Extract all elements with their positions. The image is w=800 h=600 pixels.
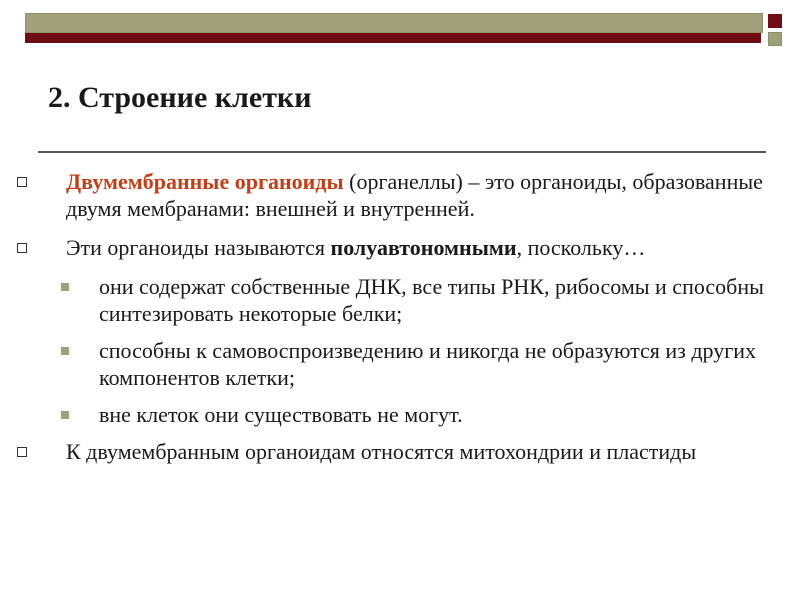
square-bullet-icon bbox=[17, 177, 27, 187]
slide-title: 2. Строение клетки bbox=[48, 81, 312, 114]
corner-square-maroon bbox=[768, 14, 782, 28]
bullet-text: (органеллы) – это органоиды, образованные двумя мембранами: внешней и внутренней. bbox=[66, 169, 763, 221]
bullet-text: , поскольку… bbox=[516, 235, 646, 260]
sub-bullet-text: способны к самовоспроизведению и никогда не образуются из других компонентов клетки; bbox=[99, 338, 757, 390]
bullet-item bbox=[0, 438, 800, 465]
square-bullet-icon bbox=[17, 243, 27, 253]
sub-bullet-text: они содержат собственные ДНК, все типы РНК, рибосомы и способны синтезировать некоторые белки; bbox=[99, 274, 764, 326]
bullet-item bbox=[0, 168, 800, 222]
bullet-item bbox=[0, 234, 800, 261]
sub-bullet-item bbox=[0, 337, 800, 391]
filled-square-bullet-icon bbox=[61, 411, 69, 419]
bullet-text: К двумембранным органоидам относятся митохондрии и пластиды bbox=[66, 439, 697, 464]
term-highlight: Двумембранные органоиды bbox=[66, 169, 344, 194]
header-bar-maroon bbox=[25, 33, 761, 43]
header-bar-olive bbox=[25, 13, 763, 33]
bullet-text: Эти органоиды называются bbox=[66, 235, 331, 260]
filled-square-bullet-icon bbox=[61, 347, 69, 355]
sub-bullet-item bbox=[0, 401, 800, 428]
filled-square-bullet-icon bbox=[61, 283, 69, 291]
sub-bullet-text: вне клеток они существовать не могут. bbox=[99, 402, 463, 427]
sub-bullet-item bbox=[0, 273, 800, 327]
square-bullet-icon bbox=[17, 447, 27, 457]
title-divider bbox=[38, 151, 766, 153]
slide-body bbox=[0, 168, 800, 477]
bold-term: полуавтономными bbox=[330, 235, 517, 260]
corner-square-olive bbox=[768, 32, 782, 46]
